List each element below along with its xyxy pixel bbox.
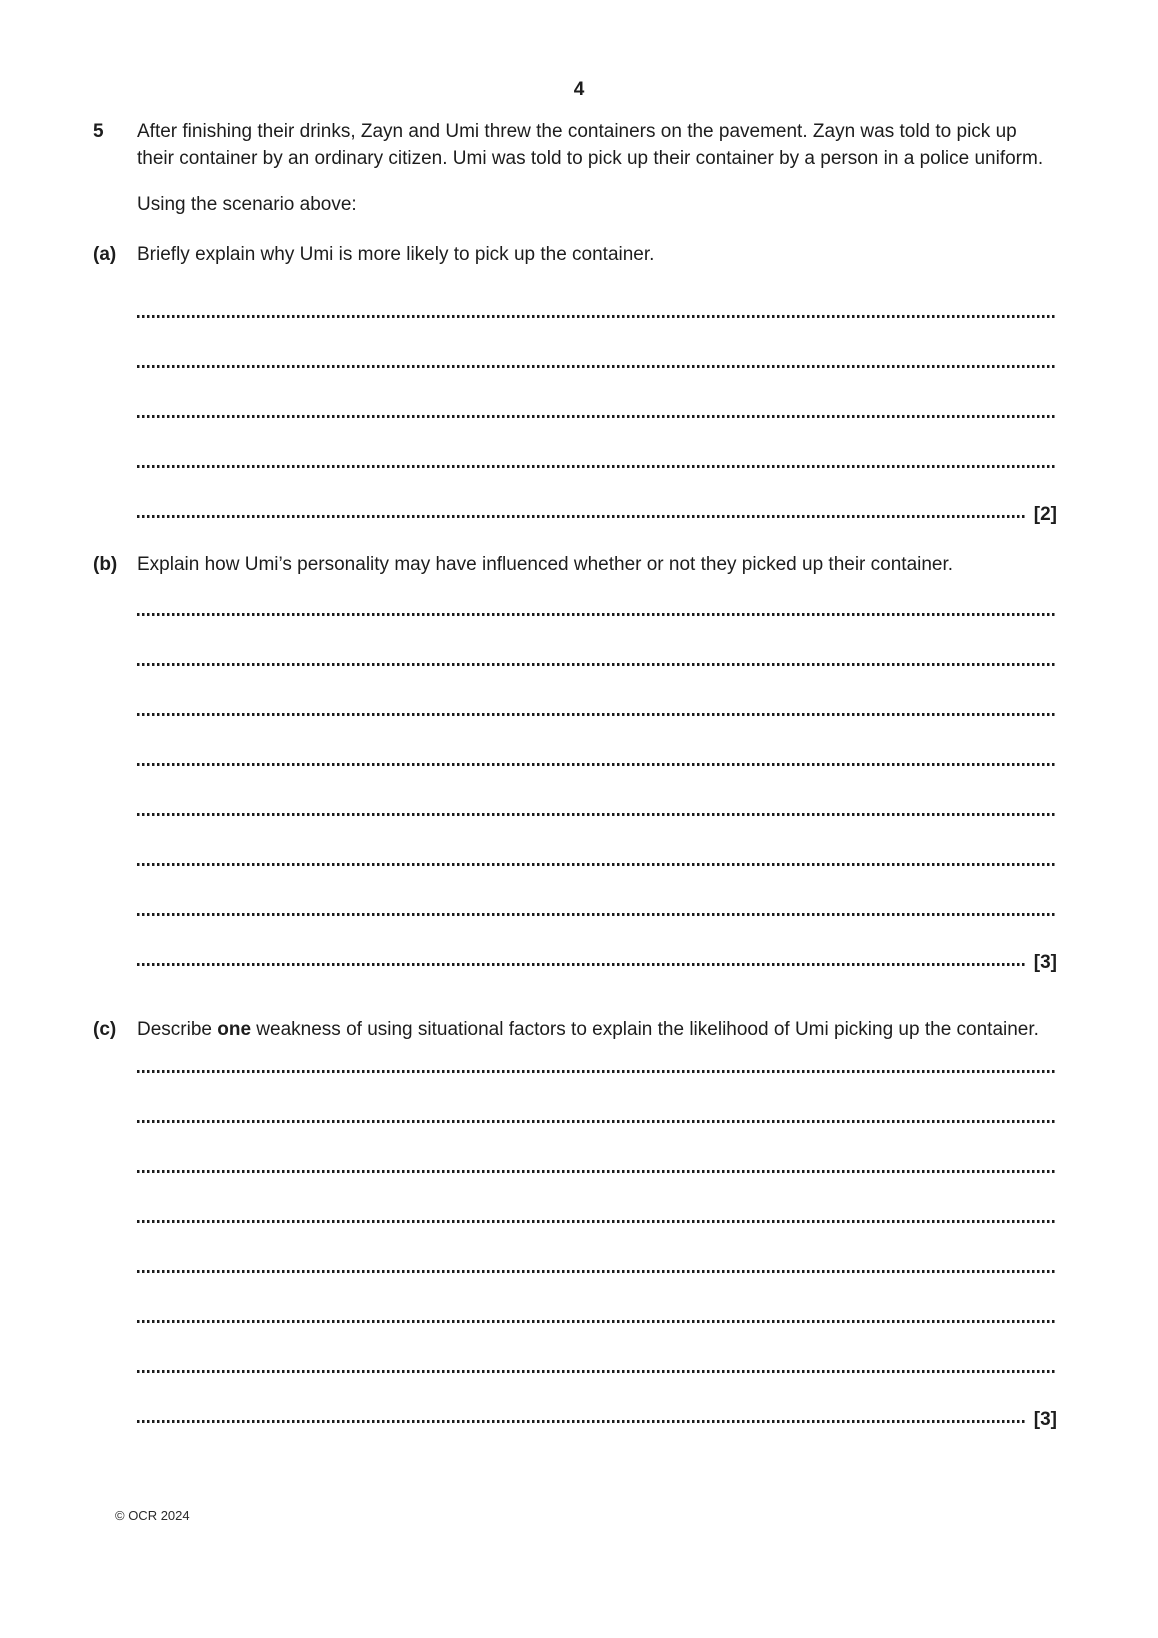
part-header [93, 1016, 1057, 1043]
dotted-answer-line [137, 963, 1027, 966]
dotted-answer-line [137, 1120, 1057, 1123]
answer-line [137, 916, 1057, 973]
part-prompt [137, 241, 1057, 268]
dotted-answer-line [137, 315, 1057, 318]
dotted-answer-line [137, 1270, 1057, 1273]
question-parts [93, 241, 1057, 1430]
marks-badge: [3] [1033, 1409, 1057, 1430]
dotted-answer-line [137, 763, 1057, 766]
dotted-answer-line [137, 1070, 1057, 1073]
answer-line [137, 318, 1057, 368]
prompt-text: Explain how Umi’s personality may have influenced whether or not they picked up their container. [137, 554, 954, 575]
dotted-answer-line [137, 713, 1057, 716]
dotted-answer-line [137, 1420, 1027, 1423]
answer-line [137, 866, 1057, 916]
part-prompt [137, 551, 1057, 578]
dotted-answer-line [137, 365, 1057, 368]
copyright-footer: © OCR 2024 [115, 1508, 190, 1523]
dotted-answer-line [137, 863, 1057, 866]
dotted-answer-line [137, 1320, 1057, 1323]
marks-badge: [3] [1033, 952, 1057, 973]
dotted-answer-line [137, 465, 1057, 468]
answer-line [137, 268, 1057, 318]
answer-line [137, 1073, 1057, 1123]
answer-lines-area [137, 268, 1057, 525]
dotted-answer-line [137, 613, 1057, 616]
question-header [93, 118, 1057, 172]
answer-line [137, 368, 1057, 418]
question-part [93, 241, 1057, 525]
answer-line [137, 1223, 1057, 1273]
question-part [93, 1016, 1057, 1430]
dotted-answer-line [137, 663, 1057, 666]
page-number: 4 [573, 79, 585, 100]
answer-line [137, 1323, 1057, 1373]
prompt-emphasis: one [217, 1019, 252, 1040]
answer-line [137, 766, 1057, 816]
answer-lines-area [137, 566, 1057, 973]
part-header [93, 241, 1057, 268]
answer-line [137, 1273, 1057, 1323]
answer-line [137, 716, 1057, 766]
part-label: (a) [93, 244, 117, 265]
answer-line [137, 1373, 1057, 1430]
answer-line [137, 1173, 1057, 1223]
question-intro-text: After finishing their drinks, Zayn and Umi threw the containers on the pavement. Zayn was told to pick up their container by an ordinary citizen. Umi was told to pick up their container by a person in a police uniform. [137, 121, 1044, 169]
answer-lines-area [137, 1023, 1057, 1430]
answer-line [137, 1123, 1057, 1173]
prompt-text: weakness of using situational factors to explain the likelihood of Umi picking up the container. [251, 1019, 1039, 1040]
answer-line [137, 418, 1057, 468]
prompt-text: Describe [137, 1019, 218, 1040]
dotted-answer-line [137, 1370, 1057, 1373]
part-label: (b) [93, 554, 118, 575]
question-number: 5 [93, 121, 104, 142]
answer-line [137, 666, 1057, 716]
dotted-answer-line [137, 913, 1057, 916]
dotted-answer-line [137, 415, 1057, 418]
scenario-instruction: Using the scenario above: [137, 194, 357, 215]
dotted-answer-line [137, 1220, 1057, 1223]
part-prompt [137, 1016, 1057, 1043]
dotted-answer-line [137, 515, 1027, 518]
answer-line [137, 468, 1057, 525]
dotted-answer-line [137, 1170, 1057, 1173]
part-header [93, 551, 1057, 578]
marks-badge: [2] [1033, 504, 1057, 525]
prompt-text: Briefly explain why Umi is more likely to pick up the container. [137, 244, 655, 265]
dotted-answer-line [137, 813, 1057, 816]
answer-line [137, 816, 1057, 866]
answer-line [137, 616, 1057, 666]
question-part [93, 551, 1057, 973]
part-label: (c) [93, 1019, 117, 1040]
